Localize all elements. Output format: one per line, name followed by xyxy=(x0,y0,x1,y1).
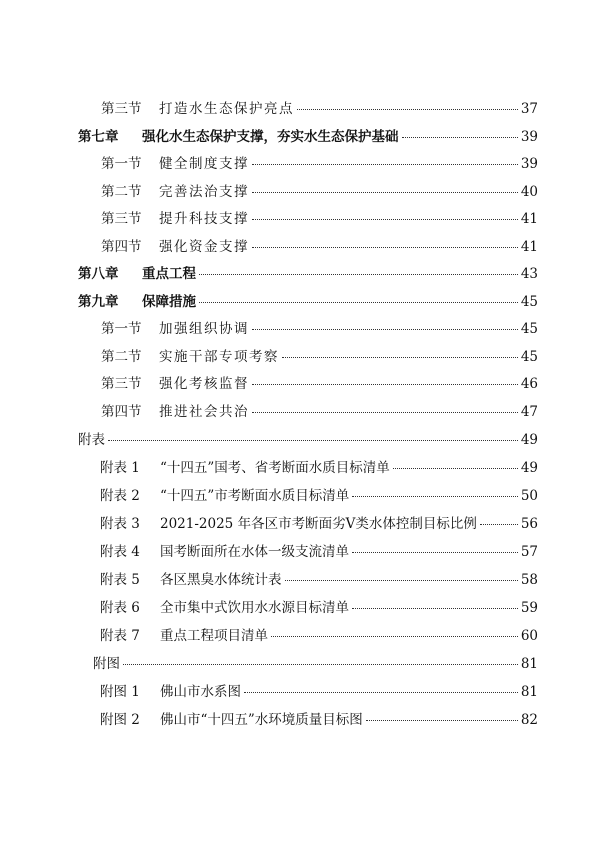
entry-title: 打造水生态保护亮点 xyxy=(159,101,294,117)
dot-leader xyxy=(252,329,518,330)
entry-page: 41 xyxy=(520,211,538,227)
toc-entry[interactable] xyxy=(100,458,538,478)
entry-title: “十四五”国考、省考断面水质目标清单 xyxy=(160,460,390,476)
toc-entry[interactable] xyxy=(93,654,538,674)
entry-title: 国考断面所在水体一级支流清单 xyxy=(160,544,349,560)
dot-leader xyxy=(252,247,518,248)
entry-title: 各区黑臭水体统计表 xyxy=(160,572,282,588)
entry-title: 佛山市“十四五”水环境质量目标图 xyxy=(160,712,363,728)
toc-entry[interactable] xyxy=(101,209,538,229)
entry-number: 第二节 xyxy=(101,184,142,200)
entry-page: 41 xyxy=(520,239,538,255)
entry-page: 46 xyxy=(520,376,538,392)
entry-title: 加强组织协调 xyxy=(159,321,249,337)
entry-page: 59 xyxy=(520,600,538,616)
dot-leader xyxy=(352,496,518,497)
toc-entry[interactable] xyxy=(101,374,538,394)
entry-number: 第二节 xyxy=(101,349,142,365)
dot-leader xyxy=(199,274,518,275)
entry-title: 完善法治支撑 xyxy=(159,184,249,200)
toc-entry[interactable] xyxy=(78,127,538,147)
entry-number: 第九章 xyxy=(78,294,119,310)
entry-number: 第三节 xyxy=(101,101,142,117)
toc-entry[interactable] xyxy=(100,626,538,646)
toc-entry[interactable] xyxy=(101,154,538,174)
entry-page: 49 xyxy=(520,432,538,448)
entry-number: 第三节 xyxy=(101,376,142,392)
dot-leader xyxy=(244,692,518,693)
entry-page: 37 xyxy=(520,101,538,117)
dot-leader xyxy=(252,412,518,413)
entry-title: 实施干部专项考察 xyxy=(159,349,279,365)
entry-number: 附图 2 xyxy=(100,712,140,728)
entry-title: 全市集中式饮用水水源目标清单 xyxy=(160,600,349,616)
entry-number: 附表 2 xyxy=(100,488,140,504)
toc-entry[interactable] xyxy=(100,598,538,618)
entry-page: 39 xyxy=(520,156,538,172)
entry-title: 重点工程项目清单 xyxy=(160,628,268,644)
entry-title: 强化资金支撑 xyxy=(159,239,249,255)
dot-leader xyxy=(252,219,518,220)
entry-page: 49 xyxy=(520,460,538,476)
dot-leader xyxy=(108,440,518,441)
dot-leader xyxy=(366,720,518,721)
entry-page: 50 xyxy=(520,488,538,504)
entry-title: 保障措施 xyxy=(142,294,196,310)
dot-leader xyxy=(352,608,518,609)
entry-title: 佛山市水系图 xyxy=(160,684,241,700)
entry-page: 57 xyxy=(520,544,538,560)
dot-leader xyxy=(271,636,518,637)
toc-entry[interactable] xyxy=(100,682,538,702)
dot-leader xyxy=(285,580,518,581)
entry-title: 2021-2025 年各区市考断面劣Ⅴ类水体控制目标比例 xyxy=(160,516,477,532)
entry-page: 60 xyxy=(520,628,538,644)
entry-number: 第八章 xyxy=(78,266,119,282)
toc-entry[interactable] xyxy=(101,99,538,119)
entry-number: 附表 5 xyxy=(100,572,140,588)
toc-entry[interactable] xyxy=(100,542,538,562)
toc-entry[interactable] xyxy=(101,402,538,422)
entry-number: 第四节 xyxy=(101,239,142,255)
dot-leader xyxy=(352,552,518,553)
toc-entry[interactable] xyxy=(100,570,538,590)
entry-title: “十四五”市考断面水质目标清单 xyxy=(160,488,350,504)
toc-entry[interactable] xyxy=(101,182,538,202)
entry-page: 58 xyxy=(520,572,538,588)
entry-number: 附表 1 xyxy=(100,460,140,476)
entry-page: 45 xyxy=(520,349,538,365)
entry-number: 第一节 xyxy=(101,156,142,172)
entry-page: 81 xyxy=(520,656,538,672)
dot-leader xyxy=(199,302,518,303)
entry-title: 推进社会共治 xyxy=(159,404,249,420)
entry-title: 强化考核监督 xyxy=(159,376,249,392)
toc-entry[interactable] xyxy=(78,264,538,284)
entry-page: 82 xyxy=(520,712,538,728)
entry-number: 附表 3 xyxy=(100,516,140,532)
dot-leader xyxy=(393,468,518,469)
dot-leader xyxy=(252,164,518,165)
toc-entry[interactable] xyxy=(100,514,538,534)
entry-page: 56 xyxy=(520,516,538,532)
dot-leader xyxy=(402,137,518,138)
entry-number: 第一节 xyxy=(101,321,142,337)
toc-entry[interactable] xyxy=(101,237,538,257)
entry-title: 强化水生态保护支撑，夯实水生态保护基础 xyxy=(142,129,399,145)
entry-page: 39 xyxy=(520,129,538,145)
entry-number: 附表 6 xyxy=(100,600,140,616)
entry-page: 40 xyxy=(520,184,538,200)
toc-entry[interactable] xyxy=(101,347,538,367)
toc-entry[interactable] xyxy=(78,292,538,312)
toc-entry[interactable] xyxy=(101,319,538,339)
entry-page: 45 xyxy=(520,321,538,337)
entry-title: 附图 xyxy=(93,656,120,672)
entry-number: 附表 7 xyxy=(100,628,140,644)
entry-number: 附图 1 xyxy=(100,684,140,700)
entry-number: 第四节 xyxy=(101,404,142,420)
entry-title: 附表 xyxy=(78,432,105,448)
dot-leader xyxy=(123,664,518,665)
dot-leader xyxy=(297,109,518,110)
entry-title: 提升科技支撑 xyxy=(159,211,249,227)
entry-page: 45 xyxy=(520,294,538,310)
entry-page: 43 xyxy=(520,266,538,282)
toc-entry[interactable] xyxy=(100,486,538,506)
entry-page: 47 xyxy=(520,404,538,420)
entry-title: 重点工程 xyxy=(142,266,196,282)
toc-entry[interactable] xyxy=(78,430,538,450)
entry-number: 附表 4 xyxy=(100,544,140,560)
dot-leader xyxy=(252,384,518,385)
toc-entry[interactable] xyxy=(100,710,538,730)
entry-number: 第三节 xyxy=(101,211,142,227)
dot-leader xyxy=(282,357,518,358)
dot-leader xyxy=(252,192,518,193)
entry-page: 81 xyxy=(520,684,538,700)
entry-title: 健全制度支撑 xyxy=(159,156,249,172)
dot-leader xyxy=(480,524,518,525)
entry-number: 第七章 xyxy=(78,129,119,145)
